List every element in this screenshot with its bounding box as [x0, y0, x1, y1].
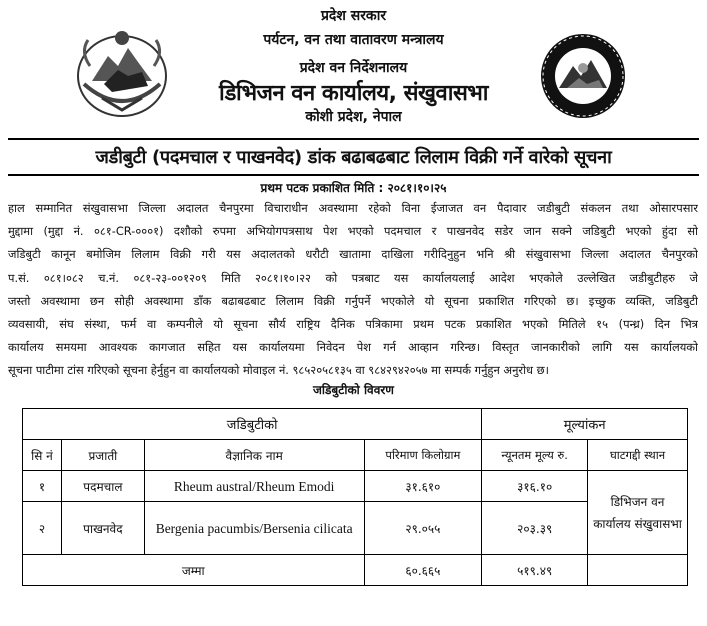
office-seal-icon [539, 32, 627, 120]
cell-scientific-name: Bergenia pacumbis/Bersenia cilicata [144, 502, 364, 555]
col-species: प्रजाती [61, 440, 144, 471]
cell-quantity: २९.०५५ [364, 502, 482, 555]
table-row [23, 471, 688, 502]
letterhead [0, 4, 707, 134]
cell-quantity: ३१.६१० [364, 471, 482, 502]
group-valuation-header: मूल्यांकन [482, 409, 688, 440]
herbs-table [22, 408, 688, 586]
header-line-1: प्रदेश सरकार [320, 8, 387, 24]
col-sn: सि नं [23, 440, 62, 471]
table-column-header [23, 440, 688, 471]
group-herbs-header: जडिबुटीको [23, 409, 482, 440]
province-name: कोशी प्रदेश, नेपाल [305, 109, 402, 125]
notice-title: जडीबुटी (पदमचाल र पाखनवेद) डांक बढाबढबाट लिलाम विक्री गर्ने वारेको सूचना [95, 147, 612, 168]
body-line: कार्यालय समयमा आवश्यक कागजात सहित यस कार्यालयमा निवेदन पेश गर्न आव्हान गरिन्छ। विस्तृत जानकारीको लागि यस कार्यालयको [8, 340, 698, 355]
table-caption: जडिबुटीको विवरण [313, 383, 394, 397]
body-line: हाल सम्मानित संखुवासभा जिल्ला अदालत चैनपुरमा विचाराधीन अवस्थामा रहेको विना ईजाजत वन पैदावार जडीबुटी संकलन तथा ओसारपसार [8, 201, 698, 215]
body-line: जस्तो अवस्थामा छन सोही अवस्थामा डाँक बढाबढबाट लिलाम विक्री गर्नुपर्ने भएकोले यो सूचना प्रकाशित गरिएको छ। इच्छुक व्यक्ति, जडिबुटी [8, 293, 698, 308]
col-location: घाटगद्दी स्थान [588, 440, 688, 471]
col-min-price: न्यूनतम मूल्य रु. [482, 440, 588, 471]
notice-title-bar [8, 138, 699, 176]
cell-species: पाखनवेद [61, 502, 144, 555]
body-line: प.सं. ०८१।०८२ च.नं. ०८१-२३-००१२०९ मिति २०८१।१०।२२ को पत्रबाट यस कार्यालयलाई आदेश भएकोले उल्लेखित जडीबुटीहरु जे [8, 270, 698, 285]
cell-min-price: २०३.३९ [482, 502, 588, 555]
directorate-name: प्रदेश वन निर्देशनालय [299, 60, 408, 76]
total-price: ५१९.४९ [482, 555, 588, 586]
col-quantity: परिमाण किलोग्राम [364, 440, 482, 471]
total-empty-cell [588, 555, 688, 586]
published-date: प्रथम पटक प्रकाशित मिति : २०८१।१०।२५ [260, 181, 447, 195]
cell-location: डिभिजन वन कार्यालय संखुवासभा [588, 471, 688, 555]
table-group-header [23, 409, 688, 440]
notice-body [8, 197, 698, 383]
total-quantity: ६०.६६५ [364, 555, 482, 586]
cell-sn: १ [23, 471, 62, 502]
body-line: व्यवसायी, संघ संस्था, फर्म वा कम्पनीले यो सूचना सौर्य राष्ट्रिय दैनिक पत्रिकामा प्रथम पटक प्रकाशित भएको मितिले १५ (पन्ध्र) दिन भित्र [8, 317, 698, 332]
ministry-name: पर्यटन, वन तथा वातावरण मन्त्रालय [263, 32, 444, 48]
col-scientific-name: वैज्ञानिक नाम [144, 440, 364, 471]
total-label: जम्मा [23, 555, 365, 586]
body-line: सूचना पाटीमा टांस गरिएको सूचना हेर्नुहुन वा कार्यालयको मोवाइल नं. ९८५२०५८१३५ वा ९८४२९४२०५७ मा सम्पर्क गर्नुहुन अनुरोध छ। [8, 363, 549, 378]
cell-sn: २ [23, 502, 62, 555]
table-total-row [23, 555, 688, 586]
body-line: मुद्दामा (मुद्दा नं. ०८१-CR-०००१) दशौको रुपमा अभियोगपत्रसाथ पेश भएको पदमचाल र पाखनवेद सडेर जान सक्ने जडिबुटी भएको हुंदा सो [8, 224, 698, 239]
cell-species: पदमचाल [61, 471, 144, 502]
cell-scientific-name: Rheum austral/Rheum Emodi [144, 471, 364, 502]
cell-min-price: ३१६.१० [482, 471, 588, 502]
office-name: डिभिजन वन कार्यालय, संखुवासभा [218, 81, 488, 106]
body-line: जडिबुटी कानून बमोजिम लिलाम विक्री गरी यस अदालतको धरौटी खातामा दाखिला गरीदिनुहुन भनि श्री संखुवासभा जिल्ला अदालत चैनपुरको [8, 247, 698, 262]
